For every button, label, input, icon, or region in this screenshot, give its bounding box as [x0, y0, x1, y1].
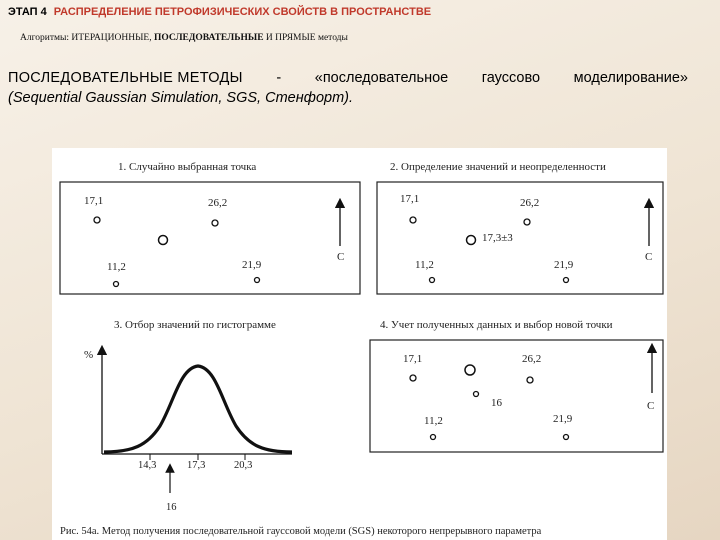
panel-2-point-1 [410, 217, 416, 223]
panel-1-arrow-label: C [337, 251, 345, 263]
histogram-tick-right-label: 20,3 [234, 460, 253, 471]
stage-topic: РАСПРЕДЕЛЕНИЕ ПЕТРОФИЗИЧЕСКИХ СВОЙСТВ В ПРОСТРАНСТВЕ [53, 6, 432, 18]
panel-1-point-1-label: 17,1 [84, 195, 104, 207]
panel-2-point-2 [524, 219, 530, 225]
panel-4-assigned-label: 16 [491, 397, 502, 409]
panel-2-selected-point [467, 236, 476, 245]
panel-1-title: 1. Случайно выбранная точка [118, 161, 257, 173]
panel-1-point-1 [94, 217, 100, 223]
algorithms-prefix: Алгоритмы: ИТЕРАЦИОННЫЕ, [20, 33, 154, 43]
intro-line-1 [8, 68, 688, 88]
intro-paragraph [8, 68, 688, 108]
panel-2-point-3 [430, 278, 435, 283]
slide-header [8, 6, 431, 18]
panel-1-selected-point [159, 236, 168, 245]
panel-3 [84, 319, 292, 513]
panel-4-assigned-point [474, 392, 479, 397]
panel-2-title: 2. Определение значений и неопределенности [390, 161, 606, 173]
panel-4-point-4 [564, 435, 569, 440]
intro-dash: - [276, 70, 282, 86]
panel-4 [370, 319, 663, 452]
panel-2-estimate-label: 17,3±3 [482, 232, 513, 244]
histogram-tick-left-label: 14,3 [138, 460, 157, 471]
sgs-figure [52, 148, 667, 540]
panel-4-point-2-label: 26,2 [522, 353, 542, 365]
panel-1-point-3-label: 11,2 [107, 261, 126, 273]
intro-term: ПОСЛЕДОВАТЕЛЬНЫЕ МЕТОДЫ [8, 70, 243, 86]
panel-4-point-3 [431, 435, 436, 440]
intro-line-2: (Sequential Gaussian Simulation, SGS, Стенфорт). [8, 90, 354, 106]
panel-2-point-2-label: 26,2 [520, 197, 540, 209]
histogram-drawn-value: 16 [166, 502, 177, 513]
panel-4-point-3-label: 11,2 [424, 415, 443, 427]
panel-4-arrow-label: C [647, 400, 655, 412]
panel-1-point-4 [255, 278, 260, 283]
panel-2-point-4-label: 21,9 [554, 259, 574, 271]
panel-4-point-4-label: 21,9 [553, 413, 573, 425]
panel-4-title: 4. Учет полученных данных и выбор новой точки [380, 319, 613, 331]
algorithms-bold: ПОСЛЕДОВАТЕЛЬНЫЕ [153, 33, 264, 43]
intro-word-3: моделирование» [573, 70, 688, 86]
panel-2-arrow-label: C [645, 251, 653, 263]
panel-4-point-2 [527, 377, 533, 383]
histogram-y-label: % [84, 349, 94, 361]
panel-1 [60, 161, 360, 294]
panel-2-point-3-label: 11,2 [415, 259, 434, 271]
panel-1-point-3 [114, 282, 119, 287]
panel-1-point-2-label: 26,2 [208, 197, 228, 209]
algorithms-suffix: И ПРЯМЫЕ методы [263, 33, 348, 43]
panel-4-point-1 [410, 375, 416, 381]
figure-caption: Рис. 54а. Метод получения последовательной гауссовой модели (SGS) некоторого непрерывного параметра [60, 526, 542, 537]
panel-2 [377, 161, 663, 294]
histogram-curve [104, 366, 292, 452]
panel-2-point-4 [564, 278, 569, 283]
panel-2-point-1-label: 17,1 [400, 193, 420, 205]
histogram-tick-mid-label: 17,3 [187, 460, 206, 471]
algorithms-line [20, 33, 348, 43]
panel-1-point-2 [212, 220, 218, 226]
panel-4-new-point [465, 365, 475, 375]
panel-4-point-1-label: 17,1 [403, 353, 423, 365]
panel-1-point-4-label: 21,9 [242, 259, 262, 271]
stage-label: ЭТАП 4 [8, 6, 47, 18]
intro-word-2: гауссово [481, 70, 541, 86]
intro-word-1: «последовательное [314, 70, 449, 86]
sgs-figure-svg [52, 148, 667, 540]
panel-3-title: 3. Отбор значений по гистограмме [114, 319, 276, 331]
